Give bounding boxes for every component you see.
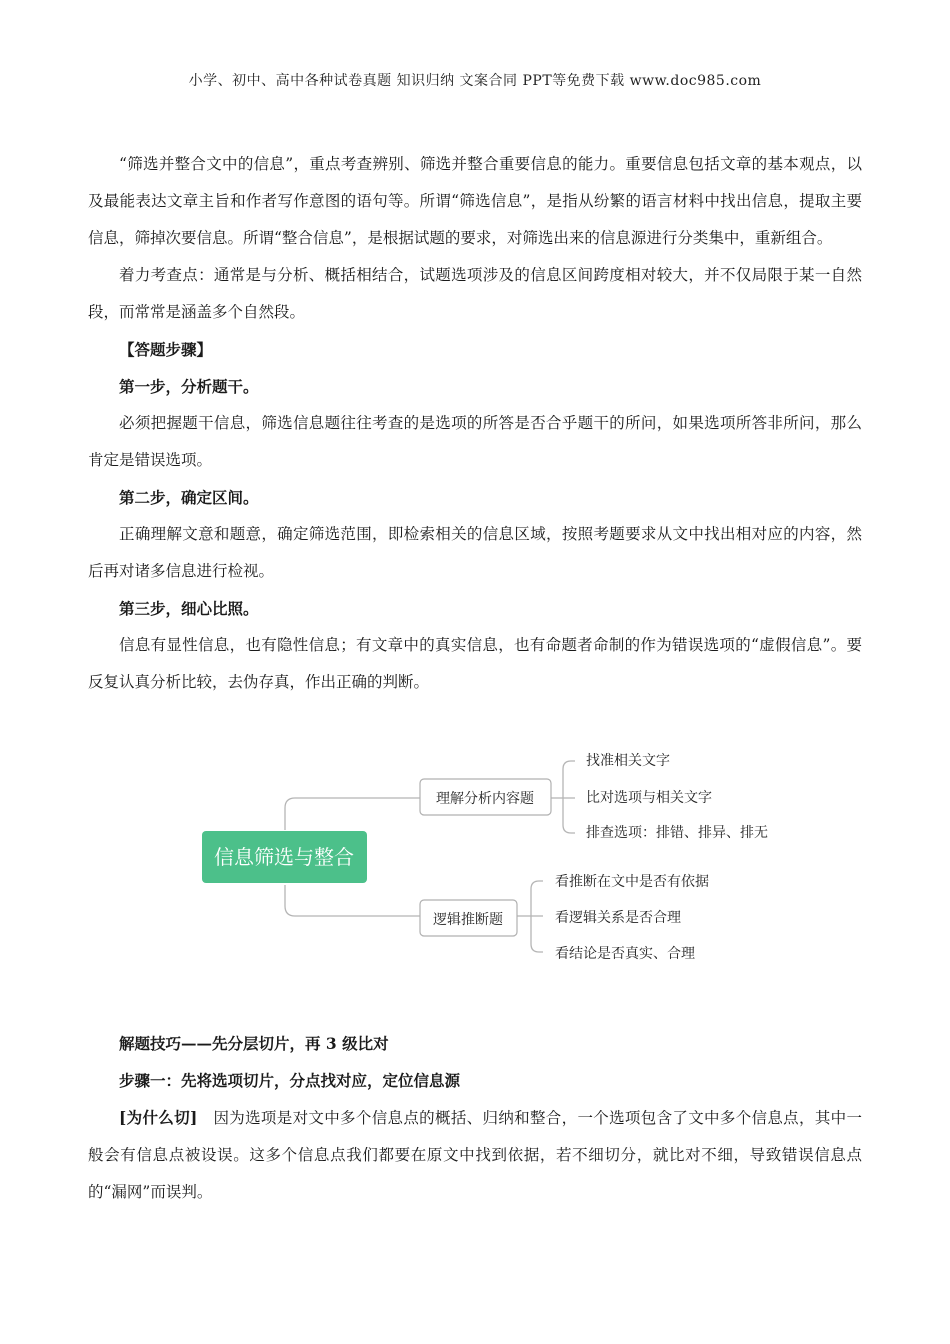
step1-paragraph: 必须把握题干信息，筛选信息题往往考查的是选项的所答是否合乎题干的所问，如果选项所答非所问，那么肯定是错误选项。 [88, 414, 862, 469]
leaf-item: 看逻辑关系是否合理 [555, 910, 681, 926]
tips-section [88, 1025, 862, 1211]
steps-heading: 【答题步骤】 [119, 340, 213, 359]
branch-label: 逻辑推断题 [433, 912, 503, 928]
leaf-item: 看结论是否真实、合理 [555, 946, 695, 962]
step2-heading: 第二步，确定区间。 [119, 488, 259, 507]
tip-heading: 解题技巧——先分层切片，再 3 级比对 [119, 1034, 389, 1053]
why-label: [为什么切] [119, 1108, 198, 1127]
why-paragraph [88, 1099, 862, 1211]
intro-paragraph: “筛选并整合文中的信息”，重点考查辨别、筛选并整合重要信息的能力。重要信息包括文章的基本观点，以及最能表达文章主旨和作者写作意图的语句等。所谓“筛选信息”，是指从纷繁的语言材料中找出信息，提取主要信息，筛掉次要信息。所谓“整合信息”，是根据试题的要求，对筛选出来的信息源进行分类集中，重新组合。 [88, 155, 862, 247]
branch-label: 理解分析内容题 [436, 791, 534, 807]
step3-paragraph: 信息有显性信息，也有隐性信息；有文章中的真实信息，也有命题者命制的作为错误选项的“虚假信息”。要反复认真分析比较，去伪存真，作出正确的判断。 [88, 636, 862, 691]
mind-map [195, 740, 795, 970]
step3-heading: 第三步，细心比照。 [119, 599, 259, 618]
why-text: 因为选项是对文中多个信息点的概括、归纳和整合，一个选项包含了文中多个信息点，其中一般会有信息点被设误。这多个信息点我们都要在原文中找到依据，若不细切分，就比对不细，导致错误信息点的“漏网”而误判。 [88, 1109, 862, 1201]
leaf-item: 比对选项与相关文字 [586, 790, 712, 806]
branch-comprehension [420, 779, 551, 815]
step1-heading: 第一步，分析题干。 [119, 377, 259, 396]
tip-step1-heading: 步骤一：先将选项切片，分点找对应，定位信息源 [119, 1071, 461, 1090]
root-label: 信息筛选与整合 [214, 845, 354, 869]
mind-map-root [202, 831, 367, 883]
article-body [88, 146, 862, 701]
focus-paragraph: 着力考查点：通常是与分析、概括相结合，试题选项涉及的信息区间跨度相对较大，并不仅局限于某一自然段，而常常是涵盖多个自然段。 [88, 266, 862, 321]
branch-logic [420, 900, 517, 936]
step2-paragraph: 正确理解文意和题意，确定筛选范围，即检索相关的信息区域，按照考题要求从文中找出相对应的内容，然后再对诸多信息进行检视。 [88, 525, 862, 580]
leaf-item: 看推断在文中是否有依据 [555, 874, 709, 890]
page-header: 小学、初中、高中各种试卷真题 知识归纳 文案合同 PPT等免费下载 www.doc985.com [188, 73, 762, 89]
leaf-item: 排查选项：排错、排异、排无 [586, 825, 768, 841]
leaf-item: 找准相关文字 [586, 753, 670, 769]
